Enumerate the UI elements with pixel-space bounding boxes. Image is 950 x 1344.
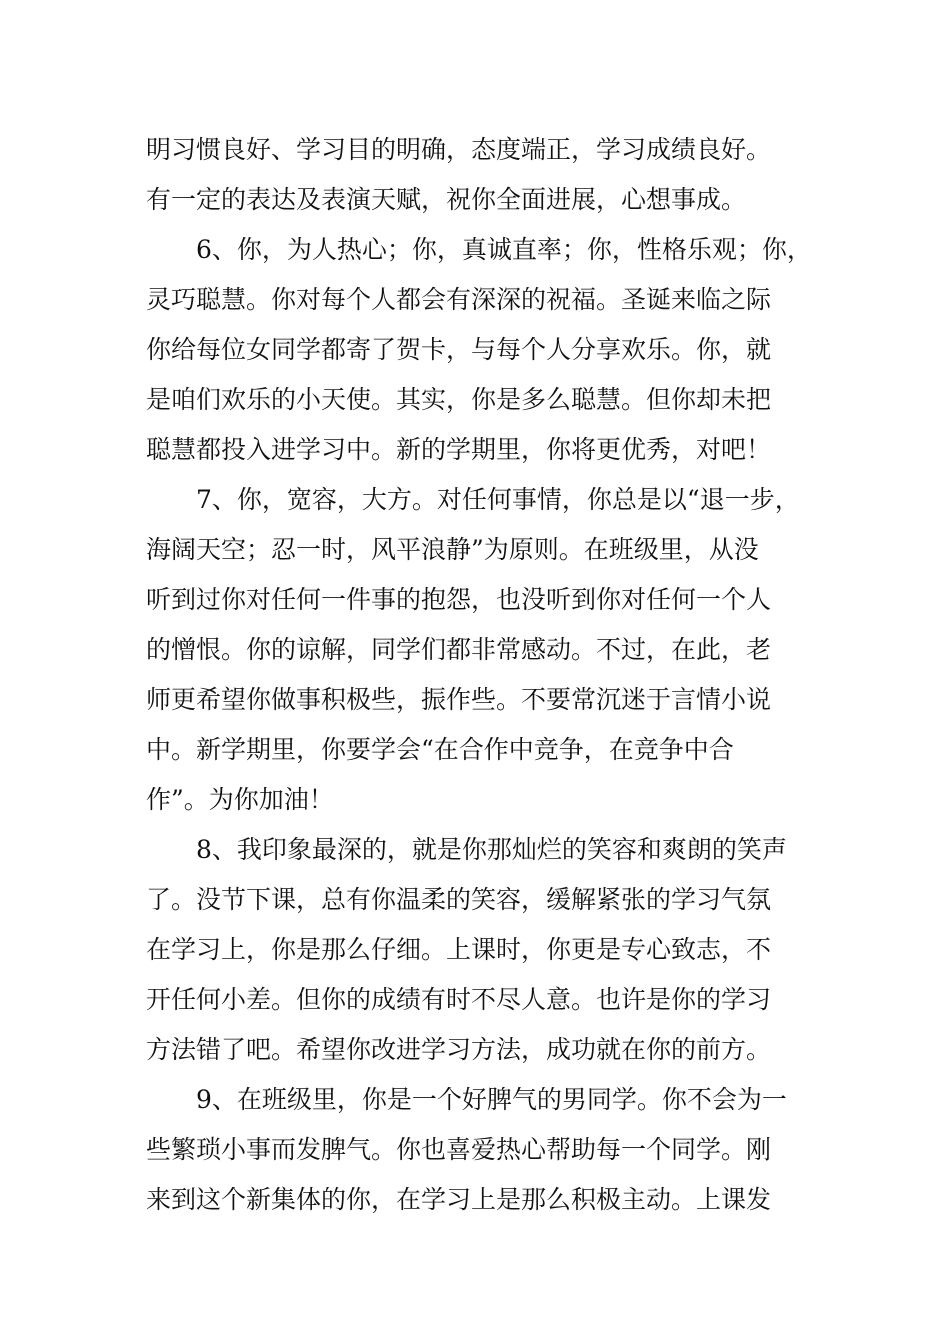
paragraph-6-start: 6、你，为人热心；你，真诚直率；你，性格乐观；你，	[196, 235, 812, 264]
paragraph-7-start: 7、你，宽容，大方。对任何事情，你总是以“退一步，	[196, 485, 800, 514]
text-line: 方法错了吧。希望你改进学习方法，成功就在你的前方。	[146, 1035, 772, 1064]
text-line: 是咱们欢乐的小天使。其实，你是多么聪慧。但你却未把	[146, 385, 772, 414]
text-line: 来到这个新集体的你，在学习上是那么积极主动。上课发	[146, 1185, 772, 1214]
text-line: 开任何小差。但你的成绩有时不尽人意。也许是你的学习	[146, 985, 772, 1014]
text-line: 明习惯良好、学习目的明确，态度端正，学习成绩良好。	[146, 135, 772, 164]
text-line: 灵巧聪慧。你对每个人都会有深深的祝福。圣诞来临之际	[146, 285, 772, 314]
text-line: 你给每位女同学都寄了贺卡，与每个人分享欢乐。你，就	[146, 335, 772, 364]
text-line: 的憎恨。你的谅解，同学们都非常感动。不过，在此，老	[146, 635, 772, 664]
text-line: 听到过你对任何一件事的抱怨，也没听到你对任何一个人	[146, 585, 772, 614]
paragraph-8-start: 8、我印象最深的，就是你那灿烂的笑容和爽朗的笑声	[196, 835, 787, 864]
text-line: 在学习上，你是那么仔细。上课时，你更是专心致志，不	[146, 935, 772, 964]
text-line: 海阔天空；忍一时，风平浪静”为原则。在班级里，从没	[146, 535, 759, 564]
text-line: 师更希望你做事积极些，振作些。不要常沉迷于言情小说	[146, 685, 772, 714]
paragraph-9-start: 9、在班级里，你是一个好脾气的男同学。你不会为一	[196, 1085, 787, 1114]
text-line: 有一定的表达及表演天赋，祝你全面进展，心想事成。	[146, 185, 747, 214]
text-line: 些繁琐小事而发脾气。你也喜爱热心帮助每一个同学。刚	[146, 1135, 772, 1164]
text-line: 了。没节下课，总有你温柔的笑容，缓解紧张的学习气氛	[146, 885, 772, 914]
text-line: 作”。为你加油！	[146, 785, 334, 814]
text-line: 聪慧都投入进学习中。新的学期里，你将更优秀，对吧！	[146, 435, 772, 464]
text-line: 中。新学期里，你要学会“在合作中竞争，在竞争中合	[146, 735, 734, 764]
